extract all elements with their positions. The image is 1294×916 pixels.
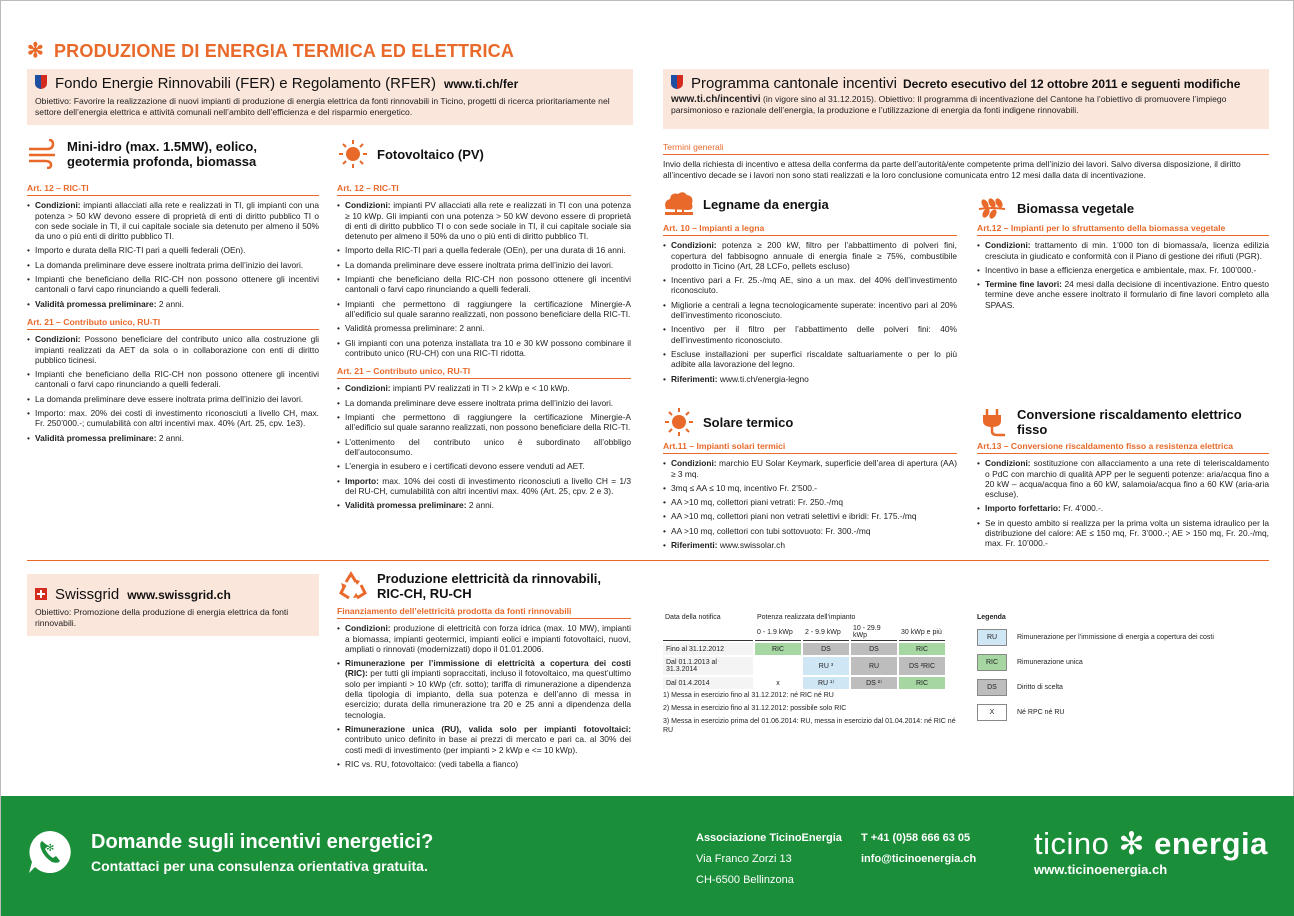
list-item	[663, 526, 957, 536]
footer-email[interactable]: info@ticinoenergia.ch	[861, 853, 977, 865]
biomassa-title: Biomassa vegetale	[1017, 200, 1135, 216]
solare-column	[663, 433, 957, 554]
list-item-text: Migliorie a centrali a legna tecnologicamente superate: incentivo pari al 20% dell’investimento riconosciuto.	[671, 299, 957, 321]
list-item	[977, 458, 1269, 499]
table-subheader: 10 - 29.9 kWp	[851, 624, 897, 641]
legend-item	[977, 654, 1269, 671]
list-item	[977, 265, 1269, 275]
fotovoltaico-art12-list	[337, 200, 631, 358]
miniidro-header	[27, 139, 327, 169]
solare-list	[663, 458, 957, 550]
list-item-bold: Importo forfettario:	[985, 503, 1061, 514]
list-item	[337, 274, 631, 295]
list-item	[337, 260, 631, 270]
phone-bubble-icon	[27, 829, 73, 875]
list-item	[337, 412, 631, 433]
list-item-text: produzione di elettricità con forza idrica (max. 10 MW), impianti a biomassa, impianti geotermici, impianti eolici e impianti fotovoltaici, nuovi, ampliati o rinnovati (modernizzati) dopo il 01.01.2006.	[345, 623, 631, 654]
list-item-text: Possono beneficiare del contributo unico alla costruzione gli impianti realizzati da AET da sola o in collaborazione con enti di diritto pubblico ticinesi.	[35, 334, 319, 365]
recycle-icon	[337, 571, 369, 601]
legend-item	[977, 629, 1269, 646]
list-item	[337, 724, 631, 755]
table-note: 2) Messa in esercizio fino al 31.12.2012: possibile solo RIC	[663, 705, 847, 712]
table-cell: RIC	[755, 643, 801, 655]
list-item-text: Fr. 4’000.-.	[1060, 503, 1104, 514]
termini-text: Invio della richiesta di incentivo e attesa della conferma da parte dell’autorità/ente competente prima dell’inizio dei lavori. Salvo diversa disposizione, il diritto all’incentivo decade se i lavori non sono stati realizzati e la loro conclusione comunicata entro 12 mesi dalla data di incentivazione.	[663, 159, 1241, 180]
miniidro-art12-heading: Art. 12 – RIC-TI	[27, 183, 319, 196]
list-item-text: Escluse installazioni per superfici riscaldate saltuariamente o per lo più adibite alla lavorazione del legno.	[671, 348, 957, 370]
footer-contact	[861, 828, 976, 870]
list-item	[663, 300, 957, 321]
list-item-text: 3mq ≤ AA ≤ 10 mq, incentivo Fr. 2’500.-	[671, 482, 818, 493]
miniidro-column	[27, 175, 319, 447]
list-item-text: impianti allacciati alla rete e realizzati in TI, gli impianti con una potenza > 50 kW devono essere di proprietà di enti di diritto pubblico TI o con sede sociale in TI, il cui capitale sociale sia detenuto per almeno il 50% da uno o più enti di diritto pubblico TI.	[35, 200, 319, 242]
fer-box	[27, 69, 633, 125]
programma-validity: (in vigore sino al 31.12.2015).	[763, 94, 877, 104]
list-item-text: Impianti che permettono di raggiungere la certificazione Minergie-A all’edificio sul quale saranno realizzati, non possono beneficiare della RIC-TI.	[345, 412, 631, 433]
fotovoltaico-art21-list	[337, 383, 631, 510]
list-item-bold: Termine fine lavori:	[985, 279, 1062, 290]
list-item-bold: Condizioni:	[985, 458, 1031, 469]
table-note: 1) Messa in esercizio fino al 31.12.2012: né RIC né RU	[663, 692, 834, 699]
brand-a: ticino	[1034, 826, 1110, 861]
table-col-power: Potenza realizzata dell’impianto	[757, 614, 856, 621]
footer-question: Domande sugli incentivi energetici?	[91, 831, 434, 853]
table-row-label: Dal 01.1.2013 al 31.3.2014	[663, 657, 753, 675]
list-item-text: L’energia in esubero e i certificati devono essere venduti ad AET.	[345, 461, 585, 472]
list-item-bold: Condizioni:	[345, 200, 391, 211]
list-item	[337, 476, 631, 497]
legend	[977, 614, 1269, 729]
list-item-bold: Validità promessa preliminare:	[345, 500, 467, 511]
programma-url[interactable]: www.ti.ch/incentivi	[671, 94, 761, 105]
legend-item	[977, 679, 1269, 696]
list-item-text: Impianti che beneficiano della RIC-CH non possono ottenere gli incentivi cantonali o farvi capo rinunciando a quelli federali.	[35, 369, 319, 390]
list-item	[977, 240, 1269, 261]
list-item	[977, 279, 1269, 310]
asterisk-icon: ✻	[27, 40, 44, 62]
list-item	[663, 540, 957, 550]
legend-item	[977, 704, 1269, 721]
list-item-bold: Rimunerazione unica (RU), valida solo per impianti fotovoltaici:	[345, 723, 631, 734]
list-item	[27, 433, 319, 443]
list-item	[663, 349, 957, 370]
list-item	[663, 374, 957, 384]
programma-box	[663, 69, 1269, 129]
conversione-title: Conversione riscaldamento elettrico fisso	[1017, 407, 1242, 437]
miniidro-art21-list	[27, 334, 319, 443]
list-item	[977, 518, 1269, 549]
programma-decree: Decreto esecutivo del 12 ottobre 2011 e seguenti modifiche	[902, 77, 1241, 91]
conversione-column	[977, 433, 1269, 553]
table-row-label: Dal 01.4.2014	[663, 677, 753, 689]
table-cell: DS ²⁾	[851, 677, 897, 689]
list-item	[663, 458, 957, 479]
legend-title: Legenda	[977, 614, 1006, 621]
list-item-text: trattamento di min. 1’000 ton di biomassa/a, licenza edilizia cresciuta in giudicato e conformità con il Piano di gestione dei rifiuti (PGR).	[985, 240, 1269, 261]
list-item	[337, 323, 631, 333]
table-cell: RU ³	[803, 657, 849, 675]
table-cell: DS ²RIC	[899, 657, 945, 675]
list-item-text: 24 mesi dalla decisione di incentivazione. Entro questo termine deve anche essere inoltrato il formulario di fine lavori completo alla SPAAS.	[985, 279, 1269, 310]
table-row	[663, 657, 945, 675]
legname-column	[663, 215, 957, 388]
table-cell: RU ¹⁾	[803, 677, 849, 689]
legend-swatch: RU	[977, 629, 1007, 646]
brand-b: energia	[1154, 826, 1268, 861]
table-row	[663, 643, 945, 655]
list-item-text: Incentivo per il filtro per l’abbattimento delle polveri fini: 40% dell’investimento riconosciuto.	[671, 324, 957, 345]
table-cell: RU	[851, 657, 897, 675]
list-item-bold: Condizioni:	[345, 623, 391, 634]
programma-title: Programma cantonale incentivi	[691, 75, 897, 92]
swissgrid-box	[27, 574, 319, 636]
conversione-art-heading: Art.13 – Conversione riscaldamento fisso a resistenza elettrica	[977, 441, 1269, 454]
ticino-shield-icon	[671, 75, 683, 89]
list-item	[337, 383, 631, 393]
swissgrid-text: Obiettivo: Promozione della produzione di energia elettrica da fonti rinnovabili.	[35, 607, 289, 628]
list-item-bold: Rimunerazione per l’immissione di elettricità a copertura dei costi (RIC):	[345, 658, 631, 679]
fotovoltaico-art21-heading: Art. 21 – Contributo unico, RU-TI	[337, 366, 631, 379]
list-item-text: contributo unico definito in base ai prezzi di mercato e pari ca. al 30% dei costi medi di investimento (per impianti > 2 kWp e <= 10 kWp).	[345, 734, 631, 755]
section-divider	[27, 560, 1269, 561]
list-item-bold: Validità promessa preliminare:	[35, 298, 157, 309]
list-item	[337, 245, 631, 255]
legend-swatch: X	[977, 704, 1007, 721]
list-item	[337, 461, 631, 471]
legend-text: Rimunerazione unica	[1017, 659, 1083, 666]
miniidro-art21-heading: Art. 21 – Contributo unico, RU-TI	[27, 317, 319, 330]
table-cell	[755, 657, 801, 675]
legend-swatch: DS	[977, 679, 1007, 696]
list-item-text: AA >10 mq, collettori piani non vetrati selettivi e ibridi: Fr. 175.-/mq	[671, 511, 917, 522]
swiss-flag-icon	[35, 588, 47, 600]
list-item-text: Validità promessa preliminare: 2 anni.	[345, 323, 485, 334]
footer	[1, 796, 1294, 916]
list-item-bold: Riferimenti:	[671, 540, 718, 551]
table-notes	[663, 691, 963, 739]
list-item	[663, 240, 957, 271]
programma-text: Obiettivo: Il programma di incentivazione del Cantone ha l’obiettivo di promuovere l’impiego parsimonioso e razionale dell’energia, la produzione e l’utilizzazione di energia da fonti indigene rinnovabili.	[671, 94, 1227, 115]
list-item	[663, 483, 957, 493]
produzione-art-heading: Finanziamento dell’elettricità prodotta da fonti rinnovabili	[337, 606, 631, 619]
asterisk-icon: ✻	[1118, 826, 1145, 861]
list-item-text: potenza ≥ 200 kW, filtro per l’abbattimento di polveri fini, copertura del fabbisogno annuale di energia finale ≥ 75%, combustibile prodotto in Ticino (Art, 28 LCFo, pellets escluso)	[671, 240, 957, 271]
sun-icon	[337, 139, 369, 169]
list-item	[27, 245, 319, 255]
list-item-text: RIC vs. RU, fotovoltaico: (vedi tabella a fianco)	[345, 758, 519, 769]
solare-art-heading: Art.11 – Impianti solari termici	[663, 441, 957, 454]
list-item-bold: Validità promessa preliminare:	[35, 432, 157, 443]
list-item-text: 2 anni.	[156, 298, 184, 309]
produzione-title: Produzione elettricità da rinnovabili, RIC-CH, RU-CH	[377, 571, 601, 601]
list-item-text: La domanda preliminare deve essere inoltrata prima dell’inizio dei lavori.	[345, 259, 614, 270]
list-item	[337, 623, 631, 654]
list-item-text: Se in questo ambito si realizza per la prima volta un sistema idraulico per la distribuzione del calore: AE ≤ 150 mq, Fr. 3’000.-; AE > 150 mq, Fr. 20.-/mq, max. Fr. 10’000.-	[985, 517, 1269, 549]
list-item-text: AA >10 mq, collettori piani vetrati: Fr. 250.-/mq	[671, 497, 843, 508]
list-item-text: La domanda preliminare deve essere inoltrata prima dell’inizio dei lavori.	[35, 393, 304, 404]
table-cell: x	[755, 677, 801, 689]
swissgrid-title: Swissgrid	[55, 586, 120, 603]
legend-text: Diritto di scelta	[1017, 684, 1063, 691]
list-item-bold: Condizioni:	[671, 458, 717, 469]
list-item-text: La domanda preliminare deve essere inoltrata prima dell’inizio dei lavori.	[345, 397, 614, 408]
list-item-bold: Condizioni:	[35, 200, 81, 211]
legname-title: Legname da energia	[703, 196, 829, 212]
list-item-text: Importo: max. 20% dei costi di investimento riconosciuti a livello CH, max. Fr. 250’000.-; cumulabilità con altri incentivi max. 40% (Art. 25, cpv. 1e3).	[35, 408, 319, 429]
list-item-bold: Condizioni:	[671, 240, 717, 251]
list-item-bold: Condizioni:	[985, 240, 1031, 251]
table-subheader-row	[663, 624, 945, 641]
legname-list	[663, 240, 957, 384]
list-item-text: Incentivo in base a efficienza energetica e ambientale, max. Fr. 100’000.-	[985, 264, 1257, 275]
legend-text: Rimunerazione per l’immissione di energia a copertura dei costi	[1017, 634, 1214, 641]
list-item-text: sostituzione con allacciamento a una rete di teleriscaldamento o PdC con marchio di qualità APP per le seguenti potenze: aria/acqua fino a 20 kW – acqua/acqua fino a 60 kW, salamoia/acqua fino a 60 KW (aria-aria escluse).	[985, 458, 1269, 500]
footer-street: Via Franco Zorzi 13	[696, 853, 792, 865]
list-item-bold: Riferimenti:	[671, 373, 718, 384]
list-item-text: Importo e durata della RIC-TI pari a quelli federali (OEn).	[35, 245, 246, 256]
list-item-bold: Condizioni:	[35, 334, 81, 345]
swissgrid-url[interactable]: www.swissgrid.ch	[127, 588, 231, 602]
legname-art-heading: Art. 10 – Impianti a legna	[663, 223, 957, 236]
list-item-bold: Condizioni:	[345, 383, 391, 394]
list-item	[337, 658, 631, 720]
legend-swatch: RIC	[977, 654, 1007, 671]
list-item	[663, 275, 957, 296]
list-item-text: Importo della RIC-TI pari a quella federale (OEn), per una durata di 16 anni.	[345, 245, 626, 256]
wind-icon	[27, 139, 59, 169]
list-item-text: max. 10% dei costi di investimento riconosciuti a livello CH = 1/3 del RU-CH, cumulabilità con altri incentivi max. 40% (Art. 25, cpv. 2 e 3).	[345, 475, 631, 496]
list-item-text: AA >10 mq, collettori con tubi sottovuoto: Fr. 300.-/mq	[671, 525, 871, 536]
list-item-text: Impianti che beneficiano della RIC-CH non possono ottenere gli incentivi cantonali o farvi capo rinunciando a quelli federali.	[35, 274, 319, 295]
list-item	[27, 274, 319, 295]
fotovoltaico-header	[337, 139, 633, 169]
list-item	[977, 503, 1269, 513]
list-item-text: per tutti gli impianti sopraccitati, incluso il fotovoltaico, ma quest’ultimo solo per impianti > 10 kWp (cfr. sotto); tariffa di rimunerazione a dipendenza della tipologia di impianto, della sua potenza e dell’anno di messa in esercizio; durata della rimunerazione tra 20 e 25 anni a dipendenza della tecnologia.	[345, 668, 631, 720]
main-title: ✻ PRODUZIONE DI ENERGIA TERMICA ED ELETTRICA	[27, 40, 515, 62]
footer-website[interactable]: www.ticinoenergia.ch	[1034, 862, 1168, 877]
list-item-text: L’ottenimento del contributo unico è subordinato all’obbligo dell’autoconsumo.	[345, 436, 631, 457]
miniidro-art12-list	[27, 200, 319, 309]
list-item	[27, 299, 319, 309]
fer-text: Obiettivo: Favorire la realizzazione di nuovi impianti di produzione di energia elettrica da fonti rinnovabili in Ticino, progetti di ricerca prioritariamente nel settore dell’energia elettrica e attività comunali nell’ambito dell’efficienza e del risparmio energetico.	[35, 96, 610, 117]
ric-ru-table-wrap	[661, 611, 961, 691]
list-item	[27, 200, 319, 241]
table-note: 3) Messa in esercizio prima del 01.06.2014: RU, messa in esercizio dal 01.04.2014: né RIC né RU	[663, 718, 956, 734]
fotovoltaico-title: Fotovoltaico (PV)	[377, 146, 484, 162]
ticino-shield-icon	[35, 75, 47, 89]
svg-text:✻: ✻	[46, 843, 55, 854]
conversione-list	[977, 458, 1269, 548]
ric-ru-table	[661, 611, 947, 691]
table-cell: RIC	[899, 677, 945, 689]
list-item	[337, 500, 631, 510]
table-col-date: Data della notifica	[665, 614, 721, 621]
list-item-text: Incentivo pari a Fr. 25.-/mq AE, sino a un max. del 40% dell’investimento riconosciuto.	[671, 275, 957, 296]
table-cell: DS	[851, 643, 897, 655]
list-item-text: Impianti che permettono di raggiungere la certificazione Minergie-A all’edificio sul quale saranno realizzati, non possono beneficiare della RIC-TI.	[345, 298, 631, 319]
brand-logo	[1034, 826, 1268, 862]
biomassa-art-heading: Art.12 – Impianti per lo sfruttamento della biomassa vegetale	[977, 223, 1269, 236]
list-item-bold: Importo:	[345, 475, 379, 486]
list-item	[337, 338, 631, 359]
termini-title: Termini generali	[663, 142, 1269, 155]
list-item-text: Gli impianti con una potenza installata tra 10 e 30 kW possono combinare il contributo unico (RU-CH) con una RIC-TI ridotta.	[345, 337, 631, 358]
list-item	[337, 759, 631, 769]
fer-title: Fondo Energie Rinnovabili (FER) e Regolamento (RFER)	[55, 75, 436, 92]
table-subheader: 0 - 1.9 kWp	[755, 624, 801, 641]
list-item-text: marchio EU Solar Keymark, superficie dell’area di apertura (AA) ≥ 3 mq.	[671, 458, 957, 479]
produzione-list	[337, 623, 631, 769]
list-item	[663, 324, 957, 345]
fer-url[interactable]: www.ti.ch/fer	[444, 77, 519, 91]
list-item	[27, 260, 319, 270]
table-row-label: Fino al 31.12.2012	[663, 643, 753, 655]
footer-address	[696, 828, 842, 891]
list-item	[337, 398, 631, 408]
table-row	[663, 677, 945, 689]
table-cell: RIC	[899, 643, 945, 655]
list-item	[27, 394, 319, 404]
list-item-text: Impianti che beneficiano della RIC-CH non possono ottenere gli incentivi cantonali o farvi capo rinunciando a quelli federali.	[345, 274, 631, 295]
footer-cta: Contattaci per una consulenza orientativa gratuita.	[91, 858, 428, 874]
list-item-text: www.ti.ch/energia-legno	[717, 373, 809, 384]
table-subheader: 30 kWp e più	[899, 624, 945, 641]
biomassa-column	[977, 215, 1269, 314]
list-item-text: La domanda preliminare deve essere inoltrata prima dell’inizio dei lavori.	[35, 259, 304, 270]
list-item-text: impianti PV realizzati in TI > 2 kWp e < 10 kWp.	[390, 383, 570, 394]
produzione-column	[337, 606, 631, 773]
list-item-text: impianti PV allacciati alla rete e realizzati in TI con una potenza ≥ 10 kWp. Gli impianti con una potenza > 50 kW devono essere di proprietà di enti di diritto pubblico TI o con sede sociale in TI, il cui capitale sociale sia detenuto per almeno il 50% da uno o più enti di diritto pubblico TI.	[345, 200, 631, 242]
solare-title: Solare termico	[703, 414, 794, 430]
list-item	[663, 497, 957, 507]
footer-city: CH-6500 Bellinzona	[696, 874, 794, 886]
list-item	[27, 408, 319, 429]
fotovoltaico-art12-heading: Art. 12 – RIC-TI	[337, 183, 631, 196]
list-item	[337, 299, 631, 320]
list-item	[337, 200, 631, 241]
list-item	[27, 369, 319, 390]
table-cell: DS	[803, 643, 849, 655]
biomassa-list	[977, 240, 1269, 310]
list-item	[27, 334, 319, 365]
miniidro-title: Mini-idro (max. 1.5MW), eolico, geotermia profonda, biomassa	[67, 139, 257, 169]
footer-org: Associazione TicinoEnergia	[696, 832, 842, 844]
legend-text: Né RPC né RU	[1017, 709, 1065, 716]
footer-phone[interactable]: T +41 (0)58 666 63 05	[861, 832, 971, 844]
table-subheader: 2 - 9.9 kWp	[803, 624, 849, 641]
list-item	[663, 511, 957, 521]
fotovoltaico-column	[337, 175, 631, 514]
termini-section	[663, 142, 1269, 184]
produzione-header	[337, 571, 633, 601]
list-item	[337, 437, 631, 458]
list-item-text: 2 anni.	[156, 432, 184, 443]
list-item-text: www.swissolar.ch	[717, 540, 786, 551]
list-item-text: 2 anni.	[466, 500, 494, 511]
